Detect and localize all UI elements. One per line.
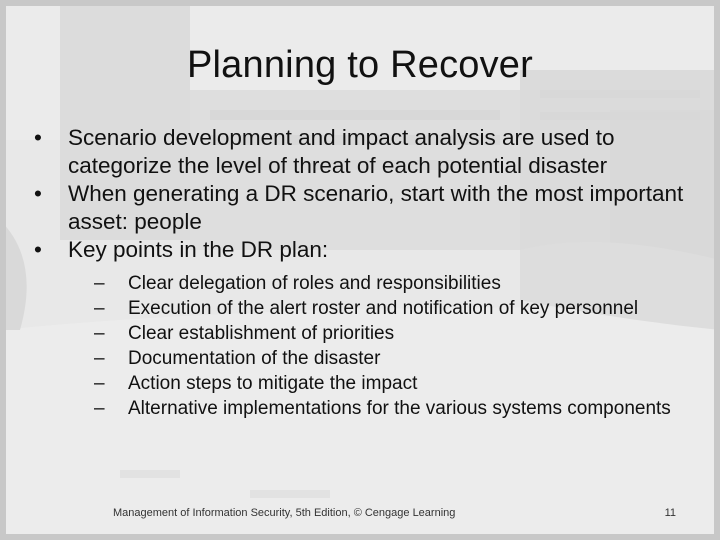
sub-bullet-marker: – [94,348,105,369]
sub-bullet-text: Clear delegation of roles and responsibilities [128,273,501,294]
sub-bullet-marker: – [94,323,105,344]
sub-bullet-text: Documentation of the disaster [128,348,381,369]
sub-bullet-item [94,296,684,321]
sub-bullet-item [94,346,684,371]
sub-bullet-item [94,321,684,346]
bullet-marker: • [34,181,42,206]
bullet-text: Key points in the DR plan: [68,237,329,262]
sub-bullet-text: Alternative implementations for the various systems components [128,398,671,419]
bullet-item [34,180,684,236]
sub-bullet-text: Execution of the alert roster and notification of key personnel [128,298,639,319]
sub-bullet-item [94,371,684,396]
bullet-marker: • [34,125,42,150]
slide-title: Planning to Recover [186,44,533,86]
sub-bullet-list [94,271,684,421]
bullet-list [34,124,684,421]
sub-bullet-item [94,396,684,421]
bullet-item [34,236,684,264]
page-number: 11 [664,507,676,519]
bullet-text: When generating a DR scenario, start with the most important asset: people [68,181,684,234]
bullet-marker: • [34,237,42,262]
sub-bullet-text: Clear establishment of priorities [128,323,395,344]
bullet-item [34,124,684,180]
sub-bullet-text: Action steps to mitigate the impact [128,373,418,394]
sub-bullet-item [94,271,684,296]
sub-bullet-marker: – [94,298,105,319]
sub-bullet-marker: – [94,273,105,294]
sub-bullet-marker: – [94,398,105,419]
bullet-text: Scenario development and impact analysis are used to categorize the level of threat of each potential disaster [68,125,615,178]
sub-bullet-marker: – [94,373,105,394]
slide-footer: Management of Information Security, 5th Edition, © Cengage Learning [113,507,456,519]
